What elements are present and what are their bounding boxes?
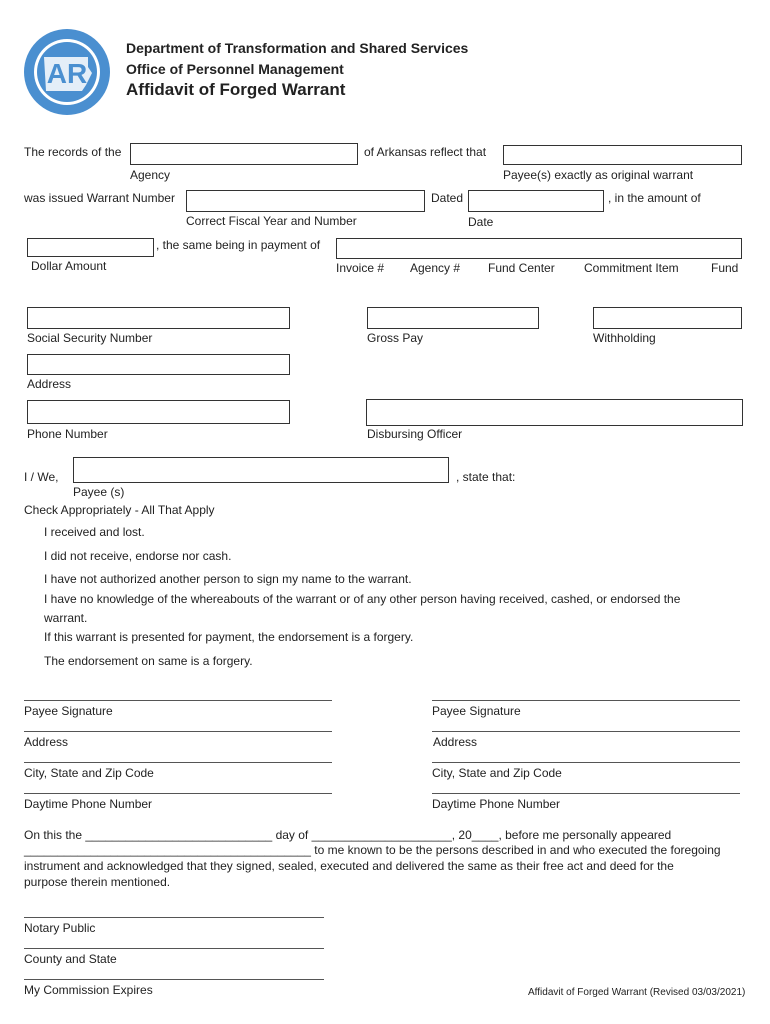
right-city-caption: City, State and Zip Code bbox=[432, 766, 562, 780]
commission-expires-caption: My Commission Expires bbox=[24, 983, 153, 997]
check-heading: Check Appropriately - All That Apply bbox=[24, 503, 215, 517]
commission-expires-line[interactable] bbox=[24, 979, 324, 980]
notary-paragraph-line3: instrument and acknowledged that they signed, sealed, executed and delivered the same as their free act and deed for the bbox=[24, 859, 674, 873]
right-phone-line[interactable] bbox=[432, 793, 740, 794]
right-address-line[interactable] bbox=[432, 731, 740, 732]
records-label: The records of the bbox=[24, 145, 122, 159]
dollar-amount-field[interactable] bbox=[27, 238, 154, 257]
date-field[interactable] bbox=[468, 190, 604, 212]
notary-paragraph-line4: purpose therein mentioned. bbox=[24, 875, 171, 889]
ssn-field[interactable] bbox=[27, 307, 290, 329]
left-city-caption: City, State and Zip Code bbox=[24, 766, 154, 780]
warrant-number-label: was issued Warrant Number bbox=[24, 191, 175, 205]
agency-field[interactable] bbox=[130, 143, 358, 165]
arkansas-seal-logo bbox=[22, 27, 112, 117]
date-caption: Date bbox=[468, 215, 494, 229]
left-city-line[interactable] bbox=[24, 762, 332, 763]
invoice-caption: Invoice # bbox=[336, 261, 385, 275]
footer-revision: Affidavit of Forged Warrant (Revised 03/03/2021) bbox=[528, 987, 746, 998]
disbursing-officer-field[interactable] bbox=[366, 399, 743, 426]
phone-field[interactable] bbox=[27, 400, 290, 424]
payee-name-field[interactable] bbox=[73, 457, 449, 483]
form-title: Affidavit of Forged Warrant bbox=[126, 80, 346, 99]
notary-paragraph-line1: On this the ____________________________ day of _____________________, 20____, before me personally appeared bbox=[24, 828, 672, 842]
check-option-not-authorized[interactable]: I have not authorized another person to sign my name to the warrant. bbox=[44, 572, 412, 586]
check-option-presented-forgery[interactable]: If this warrant is presented for payment, the endorsement is a forgery. bbox=[44, 630, 414, 644]
warrant-number-field[interactable] bbox=[186, 190, 425, 212]
left-address-caption: Address bbox=[24, 735, 69, 749]
payment-field[interactable] bbox=[336, 238, 742, 259]
left-signature-line[interactable] bbox=[24, 700, 332, 701]
left-payee-signature-caption: Payee Signature bbox=[24, 704, 113, 718]
state-that-label: , state that: bbox=[456, 470, 516, 484]
amount-label: , in the amount of bbox=[608, 191, 701, 205]
agency-caption: Agency bbox=[130, 168, 171, 182]
right-signature-line[interactable] bbox=[432, 700, 740, 701]
disbursing-officer-caption: Disbursing Officer bbox=[367, 427, 463, 441]
check-option-endorsement-forgery[interactable]: The endorsement on same is a forgery. bbox=[44, 654, 253, 668]
office-name: Office of Personnel Management bbox=[126, 61, 344, 77]
commitment-item-caption: Commitment Item bbox=[584, 261, 679, 275]
payee-exact-caption: Payee(s) exactly as original warrant bbox=[503, 168, 694, 182]
fund-center-caption: Fund Center bbox=[488, 261, 555, 275]
phone-caption: Phone Number bbox=[27, 427, 108, 441]
fiscal-year-caption: Correct Fiscal Year and Number bbox=[186, 214, 357, 228]
address-field[interactable] bbox=[27, 354, 290, 375]
i-we-label: I / We, bbox=[24, 470, 59, 484]
left-phone-line[interactable] bbox=[24, 793, 332, 794]
svg-text:AR: AR bbox=[46, 58, 88, 89]
left-phone-caption: Daytime Phone Number bbox=[24, 797, 153, 811]
right-payee-signature-caption: Payee Signature bbox=[432, 704, 521, 718]
withholding-field[interactable] bbox=[593, 307, 742, 329]
address-caption: Address bbox=[27, 377, 72, 391]
fund-caption: Fund bbox=[711, 261, 739, 275]
notary-public-caption: Notary Public bbox=[24, 921, 96, 935]
right-city-line[interactable] bbox=[432, 762, 740, 763]
county-state-line[interactable] bbox=[24, 948, 324, 949]
notary-paragraph-line2: ___________________________________________ to me known to be the persons described in and who executed the foregoing bbox=[24, 843, 721, 857]
notary-public-line[interactable] bbox=[24, 917, 324, 918]
check-option-received-lost[interactable]: I received and lost. bbox=[44, 525, 145, 539]
check-option-no-knowledge-cont: warrant. bbox=[44, 611, 88, 625]
gross-pay-caption: Gross Pay bbox=[367, 331, 424, 345]
gross-pay-field[interactable] bbox=[367, 307, 539, 329]
right-address-caption: Address bbox=[433, 735, 478, 749]
dated-label: Dated bbox=[431, 191, 464, 205]
payee-caption: Payee (s) bbox=[73, 485, 125, 499]
payment-of-label: , the same being in payment of bbox=[156, 238, 321, 252]
ssn-caption: Social Security Number bbox=[27, 331, 153, 345]
check-option-not-received[interactable]: I did not receive, endorse nor cash. bbox=[44, 549, 232, 563]
check-option-no-knowledge[interactable]: I have no knowledge of the whereabouts of the warrant or of any other person having received, cashed, or endorsed the bbox=[44, 592, 681, 606]
county-state-caption: County and State bbox=[24, 952, 117, 966]
agency-number-caption: Agency # bbox=[410, 261, 461, 275]
right-phone-caption: Daytime Phone Number bbox=[432, 797, 561, 811]
department-name: Department of Transformation and Shared Services bbox=[126, 40, 469, 56]
withholding-caption: Withholding bbox=[593, 331, 656, 345]
reflect-label: of Arkansas reflect that bbox=[364, 145, 487, 159]
left-address-line[interactable] bbox=[24, 731, 332, 732]
dollar-amount-caption: Dollar Amount bbox=[31, 259, 107, 273]
payee-exact-field[interactable] bbox=[503, 145, 742, 165]
